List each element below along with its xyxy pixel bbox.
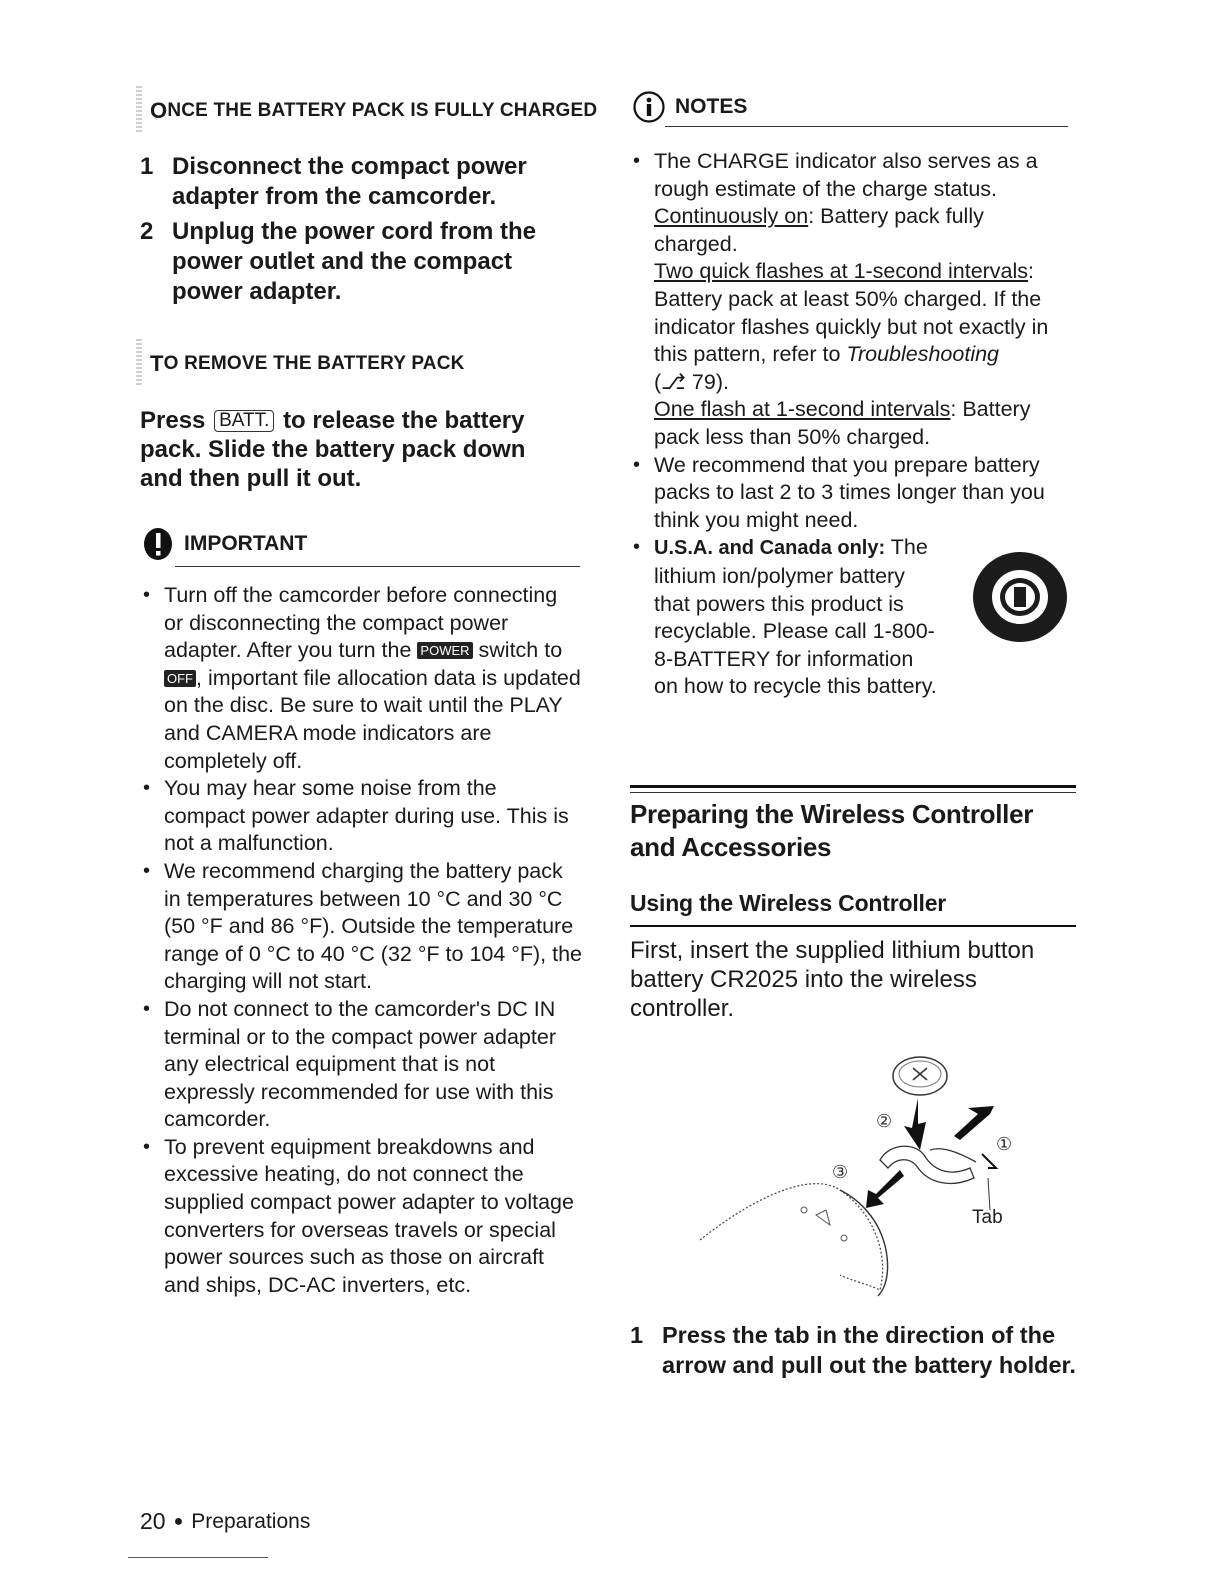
subsection-rule <box>630 925 1076 927</box>
list-item: • U.S.A. and Canada only: The lithium ion/polymer battery that powers this product is recyclable. Please call 1-800-8-BATTERY for information on how to recycle this battery. <box>632 534 1072 701</box>
heading-bar <box>136 86 142 132</box>
important-heading: IMPORTANT <box>142 527 307 561</box>
important-list <box>142 582 582 1299</box>
section-heading-remove-battery: T O REMOVE THE BATTERY PACK <box>146 343 465 385</box>
recycle-seal-icon <box>970 549 1070 645</box>
notes-heading: NOTES <box>632 90 747 124</box>
important-icon <box>142 527 174 561</box>
off-position-label: OFF <box>164 670 196 687</box>
list-item: • Do not connect to the camcorder's DC IN terminal or to the compact power adapter any electrical equipment that is not expressly recommended for use with this camcorder. <box>142 996 582 1134</box>
section-double-rule <box>630 785 1076 788</box>
list-item: • Turn off the camcorder before connecting or disconnecting the compact power adapter. After you turn the POWER switch to OFF , important file allocation data is updated on the disc. Be sure to wait until the PLAY and CAMERA mode indicators are completely off. <box>142 582 582 775</box>
press-batt-instruction: Press BATT. to release the battery pack. Slide the battery pack down and then pull it out. <box>140 407 526 492</box>
intro-text: First, insert the supplied lithium button battery CR2025 into the wireless controller. <box>630 937 1035 1022</box>
footer-link-rule <box>128 1557 268 1558</box>
step-1-press-tab: 1 Press the tab in the direction of the arrow and pull out the battery holder. <box>630 1322 1076 1378</box>
list-item: • The CHARGE indicator also serves as a rough estimate of the charge status. Continuously on: Battery pack fully charged. Two quick flashes at 1-second intervals: Battery pack at least 50% charged. If the indicator flashes quickly but not exactly in this pattern, refer to Troubleshooting (⎇ 79). One flash at 1-second intervals: Battery pack less than 50% charged. <box>632 148 1072 452</box>
page-footer <box>140 1508 310 1535</box>
step-2-unplug: 2 Unplug the power cord from the power outlet and the compact power adapter. <box>140 218 536 305</box>
label-tab: Tab <box>972 1207 1003 1228</box>
label-circled-1: ① <box>996 1134 1013 1155</box>
page-number: 20 <box>140 1508 166 1534</box>
important-rule <box>175 566 580 567</box>
heading-bar <box>136 339 142 385</box>
battery-holder-diagram <box>690 1050 1050 1310</box>
label-circled-2: ② <box>876 1111 893 1132</box>
section-title: Preparing the Wireless Controller and Accessories <box>630 799 1034 862</box>
step-1-disconnect: 1 Disconnect the compact power adapter from the camcorder. <box>140 153 527 210</box>
list-item: • We recommend charging the battery pack in temperatures between 10 °C and 30 °C (50 °F and 86 °F). Outside the temperature range of 0 °C to 40 °C (32 °F to 104 °F), the charging will not start. <box>142 858 582 996</box>
section-heading-once-charged: O NCE THE BATTERY PACK IS FULLY CHARGED <box>146 90 597 132</box>
info-icon <box>632 90 666 124</box>
batt-key: BATT. <box>214 410 274 432</box>
list-item: • You may hear some noise from the compact power adapter during use. This is not a malfunction. <box>142 775 582 858</box>
subsection-title: Using the Wireless Controller <box>630 890 947 916</box>
footer-section: Preparations <box>191 1509 311 1533</box>
section-rule-thin <box>630 792 1076 793</box>
label-circled-3: ③ <box>832 1162 849 1183</box>
power-switch-label: POWER <box>417 642 472 659</box>
list-item: • We recommend that you prepare battery packs to last 2 to 3 times longer than you think you might need. <box>632 452 1072 535</box>
list-item: • To prevent equipment breakdowns and excessive heating, do not connect the supplied compact power adapter to voltage converters for overseas travels or special power sources such as those on aircraft and ships, DC-AC inverters, etc. <box>142 1134 582 1300</box>
notes-rule <box>665 126 1068 127</box>
footer-bullet: ● <box>173 1512 184 1530</box>
